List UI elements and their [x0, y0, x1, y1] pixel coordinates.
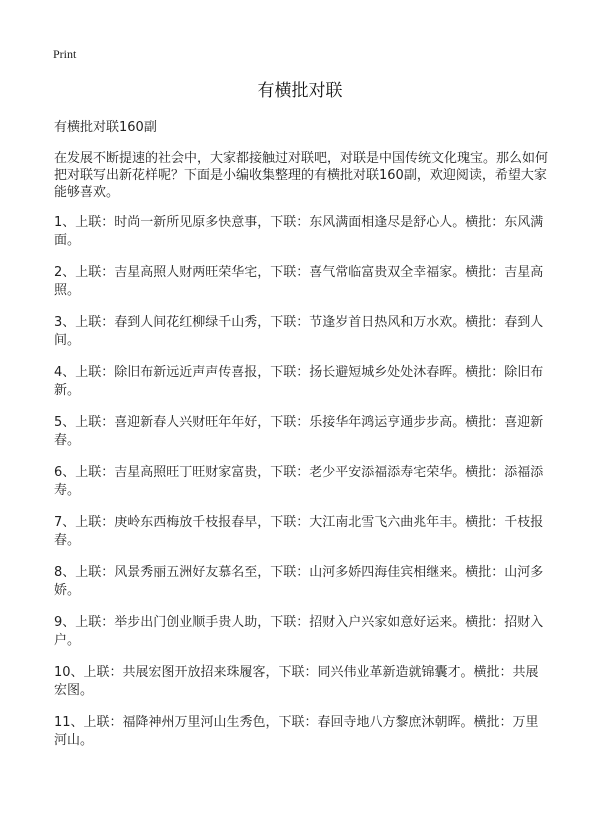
couplet-list [54, 214, 548, 764]
couplet-item: 11、上联：福降神州万里河山生秀色，下联：春回寺地八方黎庶沐朝晖。横批：万里河山。 [54, 715, 539, 748]
couplet-item: 4、上联：除旧布新远近声声传喜报，下联：扬长避短城乡处处沐春晖。横批：除旧布新。 [54, 365, 544, 398]
couplet-item: 7、上联：庚岭东西梅放千枝报春早，下联：大江南北雪飞六曲兆年丰。横批：千枝报春。 [54, 515, 544, 548]
couplet-item: 10、上联：共展宏图开放招来珠履客，下联：同兴伟业革新造就锦囊才。横批：共展宏图。 [54, 665, 539, 698]
couplet-item: 6、上联：吉星高照旺丁旺财家富贵，下联：老少平安添福添寿宅荣华。横批：添福添寿。 [54, 465, 544, 498]
couplet-item: 5、上联：喜迎新春人兴财旺年年好，下联：乐接华年鸿运亨通步步高。横批：喜迎新春。 [54, 415, 544, 448]
print-link[interactable]: Print [53, 47, 77, 61]
couplet-item: 9、上联：举步出门创业顺手贵人助，下联：招财入户兴家如意好运来。横批：招财入户。 [54, 615, 544, 648]
couplet-item: 2、上联：吉星高照人财两旺荣华宅，下联：喜气常临富贵双全幸福家。横批：吉星高照。 [54, 265, 544, 298]
intro-paragraph: 在发展不断提速的社会中，大家都接触过对联吧，对联是中国传统文化瑰宝。那么如何把对联写出新花样呢？下面是小编收集整理的有横批对联160副，欢迎阅读，希望大家能够喜欢。 [54, 151, 549, 200]
couplet-item: 1、上联：时尚一新所见原多快意事，下联：东风满面相逢尽是舒心人。横批：东风满面。 [54, 215, 544, 248]
couplet-item: 3、上联：春到人间花红柳绿千山秀，下联：节逢岁首日热风和万水欢。横批：春到人间。 [54, 315, 544, 348]
page-title: 有横批对联 [257, 81, 343, 101]
couplet-item: 8、上联：风景秀丽五洲好友慕名至，下联：山河多娇四海佳宾相继来。横批：山河多娇。 [54, 565, 544, 598]
page-subtitle: 有横批对联160副 [54, 120, 157, 135]
